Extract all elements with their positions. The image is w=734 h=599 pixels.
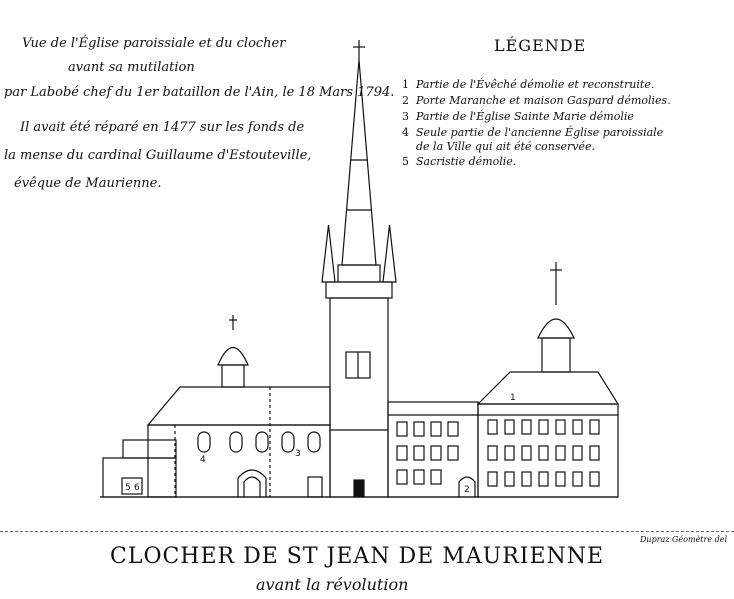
bell-tower [330,298,388,497]
legend-item-2: 2 Porte Maranche et maison Gaspard démolies. [402,94,671,107]
legend-item-1: 1 Partie de l'Évêché démolie et reconstruite. [402,78,655,91]
sacristy-upper [123,440,176,458]
pinnacle-right [383,225,396,282]
porte-maranche [388,402,478,497]
legend-item-4: 4 Seule partie de l'ancienne Église paroissiale [402,126,664,139]
palace-roof [478,372,618,404]
main-spire [342,60,376,265]
legend-item-3: 3 Partie de l'Église Sainte Marie démolie [402,110,634,123]
nave-window [282,432,294,452]
drawing-label-3: 3 [295,449,301,459]
tower-gallery [326,282,392,298]
caption-line-4: Il avait été réparé en 1477 sur les fonds de [20,120,305,135]
caption-line-5: la mense du cardinal Guillaume d'Estouteville, [4,148,312,163]
palace-dome [538,319,574,338]
nave-window [256,432,268,452]
pinnacle-left [322,225,335,282]
draftsman-signature: Dupraz Géomètre del [640,535,728,544]
palace-lantern [542,338,570,372]
divider-line [0,531,734,532]
main-title: CLOCHER DE ST JEAN DE MAURIENNE [110,544,605,569]
nave-window [198,432,210,452]
palace-windows [488,420,599,486]
caption-line-6: évêque de Maurienne. [14,176,162,191]
church-portal [238,470,266,497]
nave-window [308,432,320,452]
drawing-label-6: 6 [134,483,140,493]
caption-line-3: par Labobé chef du 1er bataillon de l'Ain, le 18 Mars 1794. [4,85,395,100]
legend-title: LÉGENDE [494,36,587,55]
nave-lantern [222,365,244,387]
caption-line-2: avant sa mutilation [68,60,195,75]
legend-item-5: 5 Sacristie démolie. [402,155,517,168]
drawing-label-4: 4 [200,455,206,465]
drawing-label-5: 5 [125,483,131,493]
gate-windows [397,422,458,484]
side-door [308,477,322,497]
nave-dome [218,348,248,366]
caption-line-1: Vue de l'Église paroissiale et du clocher [22,36,286,51]
main-subtitle: avant la révolution [256,575,409,594]
nave-window [230,432,242,452]
legend-item-4b: de la Ville qui ait été conservée. [416,140,596,153]
drawing-label-1: 1 [510,393,516,403]
drawing-label-2: 2 [464,485,470,495]
nave-roof [148,387,330,425]
